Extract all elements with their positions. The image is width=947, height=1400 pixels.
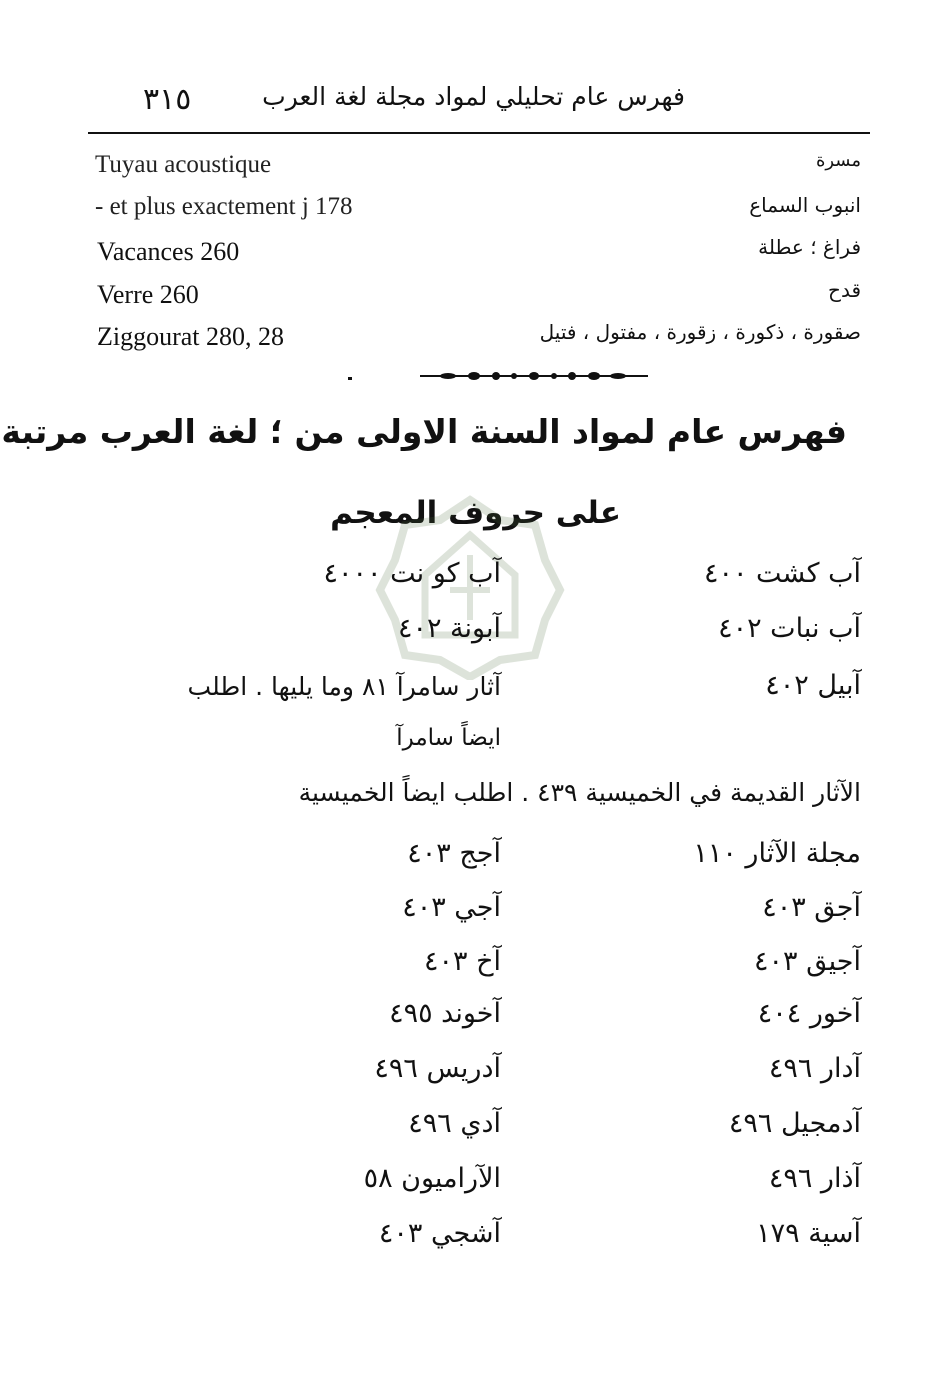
glossary-fr-3: Vacances 260 [97, 237, 240, 266]
entry-right-5: آدار ٤٩٦ [768, 1053, 861, 1084]
decorative-rule-ornament-icon [418, 370, 650, 382]
entry-row1-right: آب كشت ٤٠٠ [703, 558, 861, 589]
entry-right-3: آجيق ٤٠٣ [754, 946, 861, 977]
entry-right-7: آذار ٤٩٦ [768, 1163, 861, 1194]
entry-row1-left: آب كو نت ٤٠٠٠ [323, 558, 501, 589]
entry-row3-left: آثار سامرآ ٨١ وما يليها . اطلب [187, 672, 501, 701]
glossary-fr-1: Tuyau acoustique [95, 151, 272, 178]
entry-right-2: آجق ٤٠٣ [762, 892, 861, 923]
entry-right-1: مجلة الآثار ١١٠ [693, 838, 861, 869]
entry-left-2: آجي ٤٠٣ [402, 892, 501, 923]
glossary-fr-4: Verre 260 [97, 280, 199, 309]
glossary-ar-1: مسرة [815, 150, 861, 171]
section-title: فهرس عام لمواد السنة الاولى من ؛ لغة العرب مرتبة [1, 412, 847, 451]
entry-left-3: آخ ٤٠٣ [423, 946, 501, 977]
glossary-ar-3: فراغ ؛ عطلة [758, 235, 861, 259]
stray-dot [348, 377, 352, 380]
entry-right-6: آدمجيل ٤٩٦ [728, 1108, 861, 1139]
entry-row3-continuation: ايضاً سامرآ [396, 725, 501, 751]
header-rule [88, 132, 870, 134]
entry-row2-right: آب نبات ٤٠٢ [718, 613, 861, 644]
glossary-ar-5: صقورة ، ذكورة ، زقورة ، مفتول ، فتيل [539, 320, 861, 344]
glossary-ar-2: انبوب السماع [749, 193, 861, 217]
entry-right-4: آخور ٤٠٤ [757, 998, 861, 1029]
glossary-fr-5: Ziggourat 280, 28 [97, 322, 285, 351]
entry-row3-right: آبيل ٤٠٢ [765, 670, 861, 701]
entry-left-8: آشجي ٤٠٣ [378, 1218, 501, 1249]
running-title: فهرس عام تحليلي لمواد مجلة لغة العرب [262, 82, 685, 111]
entry-left-7: الآراميون ٥٨ [363, 1163, 501, 1194]
entry-left-4: آخوند ٤٩٥ [389, 998, 501, 1029]
entry-row4-full: الآثار القديمة في الخميسية ٤٣٩ . اطلب ايضاً الخميسية [298, 778, 861, 807]
entry-left-1: آجج ٤٠٣ [407, 838, 501, 869]
page-number: ٣١٥ [143, 82, 192, 117]
glossary-fr-2: - et plus exactement j 178 [95, 193, 353, 220]
entry-left-6: آدي ٤٩٦ [408, 1108, 501, 1139]
glossary-ar-4: قدح [828, 278, 861, 302]
section-subtitle: على حروف المعجم [330, 495, 621, 531]
entry-right-8: آسية ١٧٩ [756, 1218, 861, 1249]
entry-left-5: آدريس ٤٩٦ [374, 1053, 501, 1084]
entry-row2-left: آبونة ٤٠٢ [397, 613, 501, 644]
